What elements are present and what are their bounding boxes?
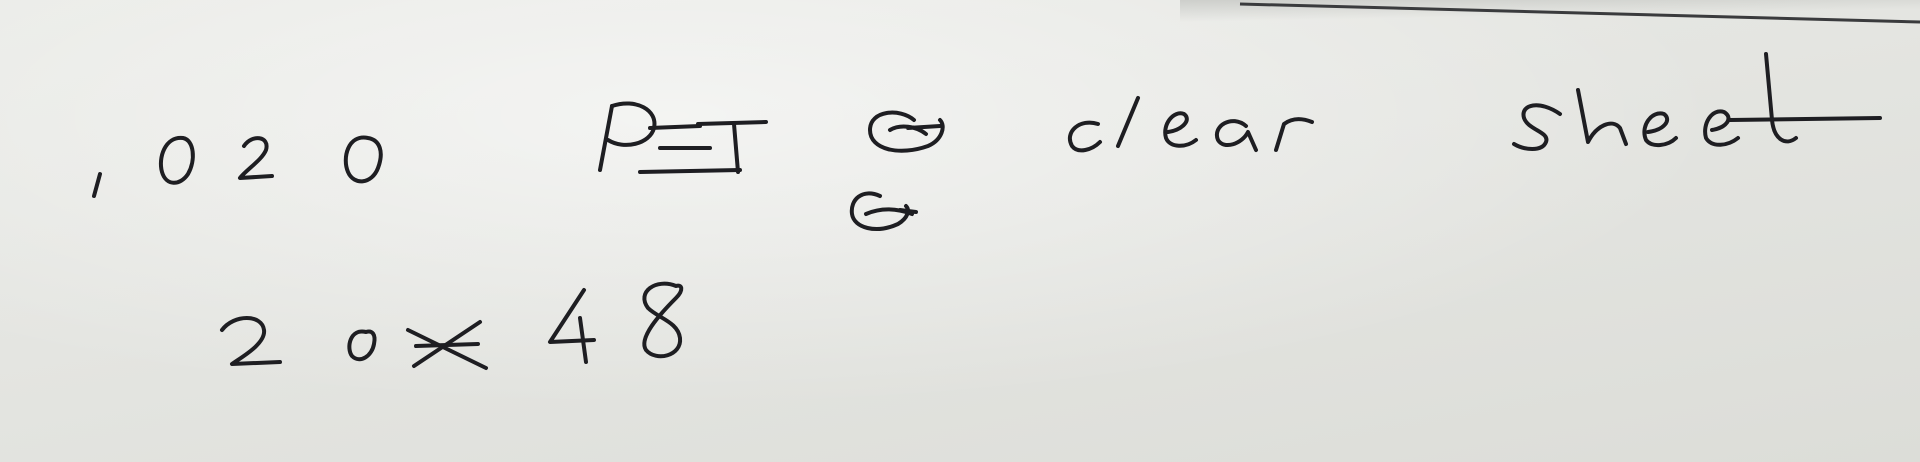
handwritten-gauge-mark: [852, 193, 916, 229]
handwritten-quantity: [94, 138, 381, 196]
handwritten-gauge-mark-upper: [870, 113, 943, 151]
handwritten-size: [222, 284, 681, 368]
handwritten-material: [600, 103, 766, 172]
handwritten-description-sheet: [1514, 54, 1880, 149]
handwritten-description-clear: [1070, 98, 1312, 150]
